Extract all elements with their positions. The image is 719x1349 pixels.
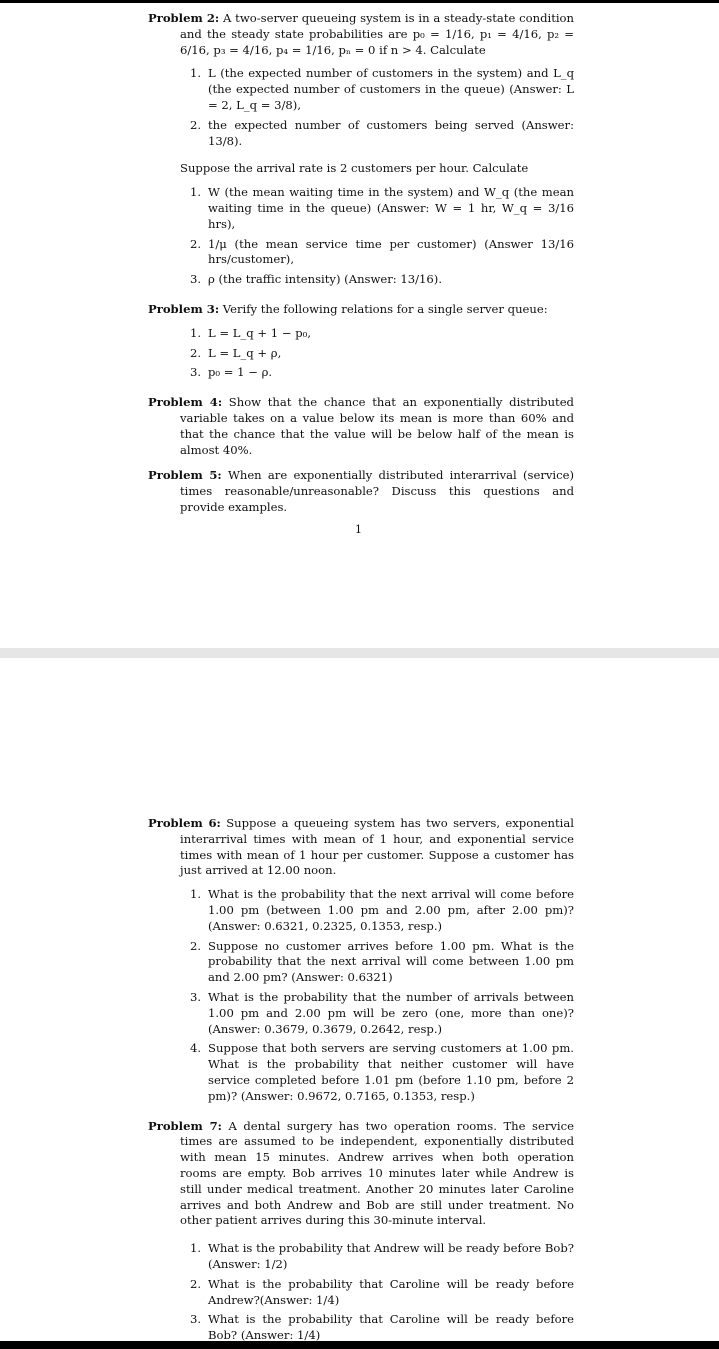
problem-4-text: Show that the chance that an exponentially distributed variable takes on a value below its mean is more than 60% and that the chance that the value will be below half of the mean is almost 40%. xyxy=(180,395,574,457)
list-item-text: L = L_q + 1 − p₀, xyxy=(208,325,312,340)
problem-6-text: Suppose a queueing system has two servers, exponential interarrival times with mean of 1 hour, and exponential service times with mean of 1 hour per customer. Suppose a customer has just arrived at 12.00 noon. xyxy=(180,816,574,878)
list-item: 1. L = L_q + 1 − p₀, xyxy=(190,325,312,340)
list-item-text: the expected number of customers being served (Answer: 13/8). xyxy=(208,117,574,148)
problem-7-label: Problem 7: xyxy=(148,1118,222,1133)
list-item: 3. ρ (the traffic intensity) (Answer: 13/16). xyxy=(190,272,443,287)
page-2-content xyxy=(148,816,574,1341)
list-item-text: L = L_q + ρ, xyxy=(208,345,282,360)
problem-4 xyxy=(148,395,574,458)
problem-3-text: Verify the following relations for a single server queue: xyxy=(222,301,548,316)
list-item-text: What is the probability that Caroline will be ready before Bob? (Answer: 1/4) xyxy=(208,1312,574,1341)
list-item-text: Suppose that both servers are serving customers at 1.00 pm. What is the probability that neither customer will have service completed before 1.01 pm (before 1.10 pm, before 2 pm)? (Answer: 0.9672, 0.7165, 0.1353, resp.) xyxy=(208,1041,574,1103)
document-page-2 xyxy=(0,658,719,1341)
list-item: 2. Suppose no customer arrives before 1.00 pm. What is the probability that the next arrival will come between 1.00 pm and 2.00 pm? (Answer: 0.6321) xyxy=(190,938,574,985)
document-page-1 xyxy=(0,3,719,648)
problem-2-label: Problem 2: xyxy=(148,11,220,25)
list-item-text: Suppose no customer arrives before 1.00 pm. What is the probability that the next arrival will come between 1.00 pm and 2.00 pm? (Answer: 0.6321) xyxy=(208,938,574,985)
list-item-text: What is the probability that the number of arrivals between 1.00 pm and 2.00 pm will be zero (one, more than one)? (Answer: 0.3679, 0.3679, 0.2642, resp.) xyxy=(208,989,574,1036)
problem-5 xyxy=(148,468,574,515)
bottom-border xyxy=(0,1341,719,1349)
list-item: 1. L (the expected number of customers in the system) and L_q (the expected number of customers in the queue) (Answer: L = 2, L_q = 3/8), xyxy=(190,66,574,112)
list-item-text: What is the probability that Andrew will be ready before Bob?(Answer: 1/2) xyxy=(208,1241,574,1271)
problem-7-text: A dental surgery has two operation rooms. The service times are assumed to be independent, exponentially distributed with mean 15 minutes. Andrew arrives when both operation rooms are empty. Bob arrives 10 minutes later while Andrew is still under medical treatment. Another 20 minutes later Caroline arrives and both Andrew and Bob are still under treatment. No other patient arrives during this 30-minute interval. xyxy=(180,1118,574,1228)
problem-7-list xyxy=(148,1241,574,1341)
problem-3-label: Problem 3: xyxy=(148,301,220,316)
problem-2-lead: Suppose the arrival rate is 2 customers per hour. Calculate xyxy=(180,161,529,176)
problem-5-label: Problem 5: xyxy=(148,468,222,483)
list-item: 1. What is the probability that Andrew will be ready before Bob?(Answer: 1/2) xyxy=(190,1241,574,1271)
list-item-text: 1/μ (the mean service time per customer) (Answer 13/16 hrs/customer), xyxy=(208,236,574,267)
list-item: 2. 1/μ (the mean service time per customer) (Answer 13/16 hrs/customer), xyxy=(190,236,574,267)
problem-2-text: A two-server queueing system is in a steady-state condition and the steady state probabilities are p₀ = 1/16, p₁ = 4/16, p₂ = 6/16, p₃ = 4/16, p₄ = 1/16, pₙ = 0 if n > 4. Calculate xyxy=(180,11,575,57)
problem-2-list xyxy=(148,66,574,149)
page-number: 1 xyxy=(355,523,362,536)
problem-7 xyxy=(148,1119,574,1230)
list-item-text: p₀ = 1 − ρ. xyxy=(208,365,273,380)
list-item: 3. What is the probability that Caroline will be ready before Bob? (Answer: 1/4) xyxy=(190,1312,574,1341)
list-item: 3. p₀ = 1 − ρ. xyxy=(190,365,273,380)
page-separator xyxy=(0,648,719,658)
problem-3 xyxy=(148,302,574,318)
list-item: 2. L = L_q + ρ, xyxy=(190,345,282,360)
list-item-text: What is the probability that Caroline will be ready before Andrew?(Answer: 1/4) xyxy=(208,1276,574,1307)
list-item: 1. What is the probability that the next arrival will come before 1.00 pm (between 1.00 pm and 2.00 pm, after 2.00 pm)? (Answer: 0.6321, 0.2325, 0.1353, resp.) xyxy=(190,887,574,933)
problem-6-label: Problem 6: xyxy=(148,816,221,830)
problem-6-list xyxy=(148,887,574,1104)
list-item: 2. the expected number of customers being served (Answer: 13/8). xyxy=(190,117,574,148)
problem-2-list-2 xyxy=(148,185,574,288)
list-item: 2. What is the probability that Caroline will be ready before Andrew?(Answer: 1/4) xyxy=(190,1276,574,1307)
list-item-text: W (the mean waiting time in the system) and W_q (the mean waiting time in the queue) (Answer: W = 1 hr, W_q = 3/16 hrs), xyxy=(208,185,574,231)
list-item: 1. W (the mean waiting time in the system) and W_q (the mean waiting time in the queue) (Answer: W = 1 hr, W_q = 3/16 hrs), xyxy=(190,185,574,231)
list-item-text: L (the expected number of customers in the system) and L_q (the expected number of customers in the queue) (Answer: L = 2, L_q = 3/8), xyxy=(208,66,574,112)
list-item-text: What is the probability that the next arrival will come before 1.00 pm (between 1.00 pm and 2.00 pm, after 2.00 pm)? (Answer: 0.6321, 0.2325, 0.1353, resp.) xyxy=(208,887,574,933)
problem-2 xyxy=(148,11,574,58)
problem-3-list xyxy=(148,326,574,381)
list-item: 3. What is the probability that the number of arrivals between 1.00 pm and 2.00 pm will be zero (one, more than one)? (Answer: 0.3679, 0.3679, 0.2642, resp.) xyxy=(190,989,574,1036)
page-1-content xyxy=(148,11,574,516)
list-item: 4. Suppose that both servers are serving customers at 1.00 pm. What is the probability that neither customer will have service completed before 1.01 pm (before 1.10 pm, before 2 pm)? (Answer: 0.9672, 0.7165, 0.1353, resp.) xyxy=(190,1041,574,1103)
problem-6 xyxy=(148,816,574,879)
problem-4-label: Problem 4: xyxy=(148,395,223,410)
list-item-text: ρ (the traffic intensity) (Answer: 13/16). xyxy=(208,272,443,287)
problem-5-text: When are exponentially distributed interarrival (service) times reasonable/unreasonable? Discuss this questions and provide examples. xyxy=(180,468,574,514)
